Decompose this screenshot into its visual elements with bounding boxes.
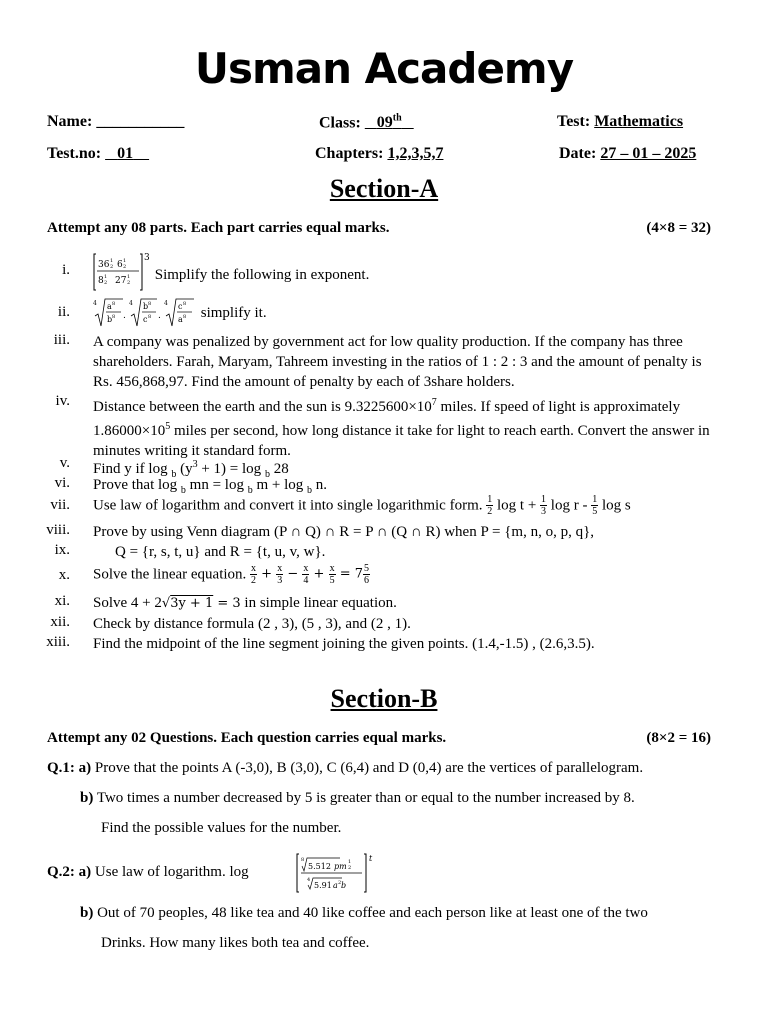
chapters-field	[315, 145, 443, 163]
svg-text:t: t	[369, 854, 373, 863]
svg-text:c: c	[143, 315, 148, 324]
svg-text:2: 2	[338, 880, 342, 886]
svg-text:.: .	[158, 311, 161, 321]
section-b-title: Section-B	[330, 684, 438, 713]
svg-text:4: 4	[164, 300, 168, 307]
question-ix: ix. Q = {r, s, t, u} and R = {t, u, v, w}.	[54, 542, 326, 560]
svg-text:4: 4	[93, 300, 97, 307]
date-value: 27 – 01 – 2025	[600, 145, 697, 162]
exponent-matrix-graphic	[93, 252, 151, 292]
svg-text:6: 6	[117, 260, 123, 270]
testno-value: 01	[117, 145, 134, 162]
svg-text:a: a	[178, 315, 183, 324]
class-label: Class:	[319, 114, 361, 132]
q1a: Q.1: a) Prove that the points A (-3,0), B (3,0), C (6,4) and D (0,4) are the vertices of parallelogram.	[47, 760, 644, 776]
svg-text:4: 4	[129, 300, 133, 307]
svg-text:8: 8	[98, 276, 104, 286]
svg-text:2: 2	[104, 280, 108, 286]
date-field	[559, 145, 696, 163]
exponent-expression	[93, 252, 151, 298]
section-a-instruction: Attempt any 08 parts. Each part carries equal marks. (4×8 = 32)	[47, 220, 711, 236]
class-field	[319, 113, 414, 132]
svg-text:1: 1	[104, 274, 108, 280]
academy-title: Usman Academy	[194, 44, 574, 93]
svg-text:1: 1	[123, 258, 127, 264]
svg-text:36: 36	[98, 260, 110, 270]
test-value: Mathematics	[594, 113, 684, 130]
testno-label: Test.no:	[47, 145, 102, 162]
question-iii: iii. A company was penalized by government act for low quality production. If the company has three shareholders. Farah, Maryam, Tahreem investing in the ratios of 1 : 2 : 3 and the amount of penalty is Rs. 456,868,97. Find the amount of penalty by each of 3share holders.	[53, 332, 702, 390]
svg-text:pm: pm	[334, 862, 347, 871]
name-label: Name:	[47, 113, 93, 130]
question-xi: xi. Solve 4 + 2√3y + 1 = 3 in simple linear equation.	[54, 593, 397, 611]
q2b: b) Out of 70 peoples, 48 like tea and 40 like coffee and each person like at least one of the two	[80, 905, 648, 921]
question-ii: ii. 4 a 8 b 8 . 4 b 8 c 8 . 4 c 8 a 8 simplify it.	[0, 296, 768, 332]
question-xiii: xiii. Find the midpoint of the line segment joining the given points. (1.4,-1.5) , (2.6,3.5).	[46, 634, 595, 652]
svg-text:8: 8	[183, 314, 187, 320]
svg-text:1: 1	[348, 859, 352, 865]
test-field	[557, 113, 683, 131]
q1b-line2: Find the possible values for the number.	[101, 820, 342, 836]
q1b: b) Two times a number decreased by 5 is greater than or equal to the number increased by 8.	[80, 790, 635, 806]
name-blank: ___________	[96, 113, 185, 130]
chapters-label: Chapters:	[315, 145, 384, 162]
svg-text:a: a	[333, 881, 338, 890]
section-a-title: Section-A	[329, 174, 439, 203]
svg-text:8: 8	[112, 314, 116, 320]
class-value: 09th	[376, 113, 402, 132]
svg-text:4: 4	[307, 877, 311, 883]
svg-text:8: 8	[183, 301, 187, 307]
svg-text:c: c	[178, 302, 183, 311]
svg-text:b: b	[143, 302, 149, 311]
radical-expression-graphic	[93, 296, 197, 330]
log-expression-graphic	[296, 852, 376, 894]
q2b-line2: Drinks. How many likes both tea and coffee.	[101, 935, 370, 951]
svg-text:8: 8	[112, 301, 116, 307]
test-label: Test:	[557, 113, 591, 130]
name-field	[47, 113, 184, 131]
question-vi: vi. Prove that log $_b$ mn = log $_b$ m + log $_b$ n.	[54, 475, 327, 496]
svg-text:2: 2	[123, 264, 127, 270]
svg-text:8: 8	[301, 857, 305, 863]
svg-text:3: 3	[144, 253, 150, 263]
question-x: x. Solve the linear equation. $\frac{x}{2}$ + $\frac{x}{3}$ − $\frac{x}{4}$ + $\frac{x}{5}$ = 7 $\frac{5}{6}$	[58, 563, 369, 586]
svg-text:1: 1	[110, 258, 114, 264]
svg-text:2: 2	[110, 264, 114, 270]
svg-text:b: b	[107, 315, 113, 324]
question-iv: iv. Distance between the earth and the sun is $9.3225600\times 10^7$ miles. If speed of light is approximately $1.86000\times 10^5$ miles per second, how long distance it take for light to reach earth. Convert the answer in minutes writing it standard form.	[55, 393, 710, 459]
svg-text:27: 27	[115, 276, 127, 286]
svg-text:1: 1	[127, 274, 131, 280]
section-a-marks: (4×8 = 32)	[646, 220, 711, 236]
question-vii: vii. Use law of logarithm and convert it into single logarithmic form. $\frac{1}{2}$ log t + $\frac{1}{3}$ log r - $\frac{1}{5}$ log s	[50, 494, 631, 517]
date-label: Date:	[559, 145, 597, 162]
svg-text:8: 8	[148, 314, 152, 320]
svg-text:a: a	[107, 302, 112, 311]
section-b-marks: (8×2 = 16)	[646, 730, 711, 746]
chapters-value: 1,2,3,5,7	[387, 145, 444, 162]
question-text: 36 1 2 6 1 2 8 1 2 27 1 2 3 Simplify the following in exponent.	[93, 252, 723, 298]
svg-text:2: 2	[127, 280, 131, 286]
question-v: v. Find y if log $_b$ $(y^3 + 1) = \log _b$ 28	[59, 455, 289, 480]
svg-text:8: 8	[148, 301, 152, 307]
svg-text:5.512: 5.512	[308, 862, 331, 871]
svg-text:5.91: 5.91	[314, 881, 332, 890]
question-xii: xii. Check by distance formula (2 , 3), (5 , 3), and (2 , 1).	[50, 614, 411, 632]
svg-text:.: .	[123, 311, 126, 321]
svg-text:b: b	[341, 881, 347, 890]
question-i: i. 36 1 2 6 1 2 8 1 2 27 1 2 3 Simplify the following in exponent.	[0, 252, 768, 292]
section-b-instruction: Attempt any 02 Questions. Each question carries equal marks. (8×2 = 16)	[47, 730, 711, 746]
question-viii: viii. Prove by using Venn diagram (P ∩ Q) ∩ R = P ∩ (Q ∩ R) when P = {m, n, o, p, q},	[46, 522, 595, 540]
svg-text:2: 2	[348, 865, 352, 871]
testno-field	[47, 145, 149, 163]
